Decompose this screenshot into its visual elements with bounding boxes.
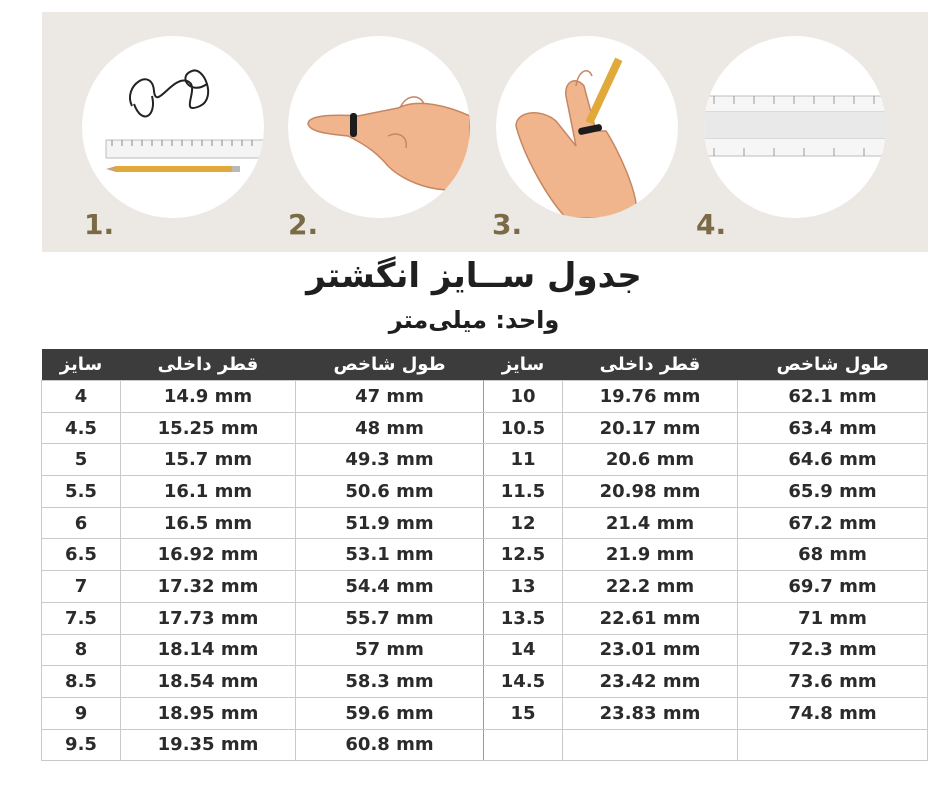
size-cell: 8 — [42, 634, 121, 666]
step-number-3: 3. — [492, 208, 523, 241]
circumference-cell: 48 mm — [296, 412, 484, 444]
inner-diameter-cell: 16.1 mm — [121, 476, 296, 508]
size-cell: 14 — [484, 634, 563, 666]
header-size: سایز — [42, 349, 121, 381]
inner-diameter-cell: 20.98 mm — [563, 476, 738, 508]
inner-diameter-cell: 23.83 mm — [563, 697, 738, 729]
inner-diameter-cell: 20.6 mm — [563, 444, 738, 476]
circumference-cell: 64.6 mm — [738, 444, 928, 476]
step-4-illustration — [704, 36, 886, 218]
unit-label: واحد: میلی‌متر — [388, 306, 560, 334]
step-1-illustration — [82, 36, 264, 218]
size-cell — [484, 729, 563, 761]
size-cell: 10.5 — [484, 412, 563, 444]
circumference-cell: 65.9 mm — [738, 476, 928, 508]
circumference-cell: 53.1 mm — [296, 539, 484, 571]
step-number-4: 4. — [696, 208, 727, 241]
inner-diameter-cell: 18.95 mm — [121, 697, 296, 729]
table-row — [42, 444, 928, 476]
table-row — [42, 729, 928, 761]
inner-diameter-cell: 18.14 mm — [121, 634, 296, 666]
table-row — [42, 539, 928, 571]
table-header-row — [42, 349, 928, 381]
table-row — [42, 571, 928, 603]
step-number-1: 1. — [84, 208, 115, 241]
header-inner-diameter: قطر داخلی — [121, 349, 296, 381]
table-row — [42, 666, 928, 698]
circumference-cell: 63.4 mm — [738, 412, 928, 444]
inner-diameter-cell: 20.17 mm — [563, 412, 738, 444]
size-cell: 4 — [42, 381, 121, 413]
size-cell: 5.5 — [42, 476, 121, 508]
circumference-cell: 67.2 mm — [738, 507, 928, 539]
size-cell: 4.5 — [42, 412, 121, 444]
circumference-cell: 60.8 mm — [296, 729, 484, 761]
inner-diameter-cell: 17.73 mm — [121, 602, 296, 634]
inner-diameter-cell: 14.9 mm — [121, 381, 296, 413]
header-inner-diameter: قطر داخلی — [563, 349, 738, 381]
size-cell: 11.5 — [484, 476, 563, 508]
inner-diameter-cell — [563, 729, 738, 761]
size-cell: 13.5 — [484, 602, 563, 634]
size-cell: 5 — [42, 444, 121, 476]
size-cell: 15 — [484, 697, 563, 729]
table-row — [42, 634, 928, 666]
inner-diameter-cell: 23.42 mm — [563, 666, 738, 698]
size-cell: 12.5 — [484, 539, 563, 571]
circumference-cell: 59.6 mm — [296, 697, 484, 729]
inner-diameter-cell: 18.54 mm — [121, 666, 296, 698]
header-size: سایز — [484, 349, 563, 381]
size-cell: 9.5 — [42, 729, 121, 761]
inner-diameter-cell: 15.25 mm — [121, 412, 296, 444]
page-title: جدول ســایز انگشتر — [306, 256, 642, 296]
size-cell: 7 — [42, 571, 121, 603]
circumference-cell: 54.4 mm — [296, 571, 484, 603]
table-row — [42, 602, 928, 634]
size-cell: 11 — [484, 444, 563, 476]
size-cell: 8.5 — [42, 666, 121, 698]
circumference-cell: 51.9 mm — [296, 507, 484, 539]
table-row — [42, 381, 928, 413]
circumference-cell: 47 mm — [296, 381, 484, 413]
inner-diameter-cell: 15.7 mm — [121, 444, 296, 476]
circumference-cell: 73.6 mm — [738, 666, 928, 698]
circumference-cell: 72.3 mm — [738, 634, 928, 666]
size-cell: 9 — [42, 697, 121, 729]
size-cell: 13 — [484, 571, 563, 603]
header-circumference: طول شاخص — [296, 349, 484, 381]
step-2-illustration — [288, 36, 470, 218]
inner-diameter-cell: 23.01 mm — [563, 634, 738, 666]
circumference-cell: 57 mm — [296, 634, 484, 666]
ring-size-table — [41, 349, 928, 761]
inner-diameter-cell: 16.5 mm — [121, 507, 296, 539]
circumference-cell: 71 mm — [738, 602, 928, 634]
inner-diameter-cell: 17.32 mm — [121, 571, 296, 603]
size-cell: 14.5 — [484, 666, 563, 698]
size-cell: 6.5 — [42, 539, 121, 571]
circumference-cell: 62.1 mm — [738, 381, 928, 413]
table-row — [42, 507, 928, 539]
circumference-cell: 50.6 mm — [296, 476, 484, 508]
table-row — [42, 697, 928, 729]
size-cell: 6 — [42, 507, 121, 539]
circumference-cell: 68 mm — [738, 539, 928, 571]
inner-diameter-cell: 21.4 mm — [563, 507, 738, 539]
size-cell: 12 — [484, 507, 563, 539]
size-cell: 7.5 — [42, 602, 121, 634]
size-cell: 10 — [484, 381, 563, 413]
circumference-cell: 74.8 mm — [738, 697, 928, 729]
inner-diameter-cell: 19.35 mm — [121, 729, 296, 761]
header-circumference: طول شاخص — [738, 349, 928, 381]
circumference-cell: 49.3 mm — [296, 444, 484, 476]
inner-diameter-cell: 22.2 mm — [563, 571, 738, 603]
circumference-cell: 69.7 mm — [738, 571, 928, 603]
table-row — [42, 412, 928, 444]
step-number-2: 2. — [288, 208, 319, 241]
circumference-cell: 55.7 mm — [296, 602, 484, 634]
instructions-banner — [42, 12, 928, 252]
inner-diameter-cell: 21.9 mm — [563, 539, 738, 571]
circumference-cell — [738, 729, 928, 761]
inner-diameter-cell: 22.61 mm — [563, 602, 738, 634]
circumference-cell: 58.3 mm — [296, 666, 484, 698]
table-row — [42, 476, 928, 508]
inner-diameter-cell: 16.92 mm — [121, 539, 296, 571]
inner-diameter-cell: 19.76 mm — [563, 381, 738, 413]
step-3-illustration — [496, 36, 678, 218]
